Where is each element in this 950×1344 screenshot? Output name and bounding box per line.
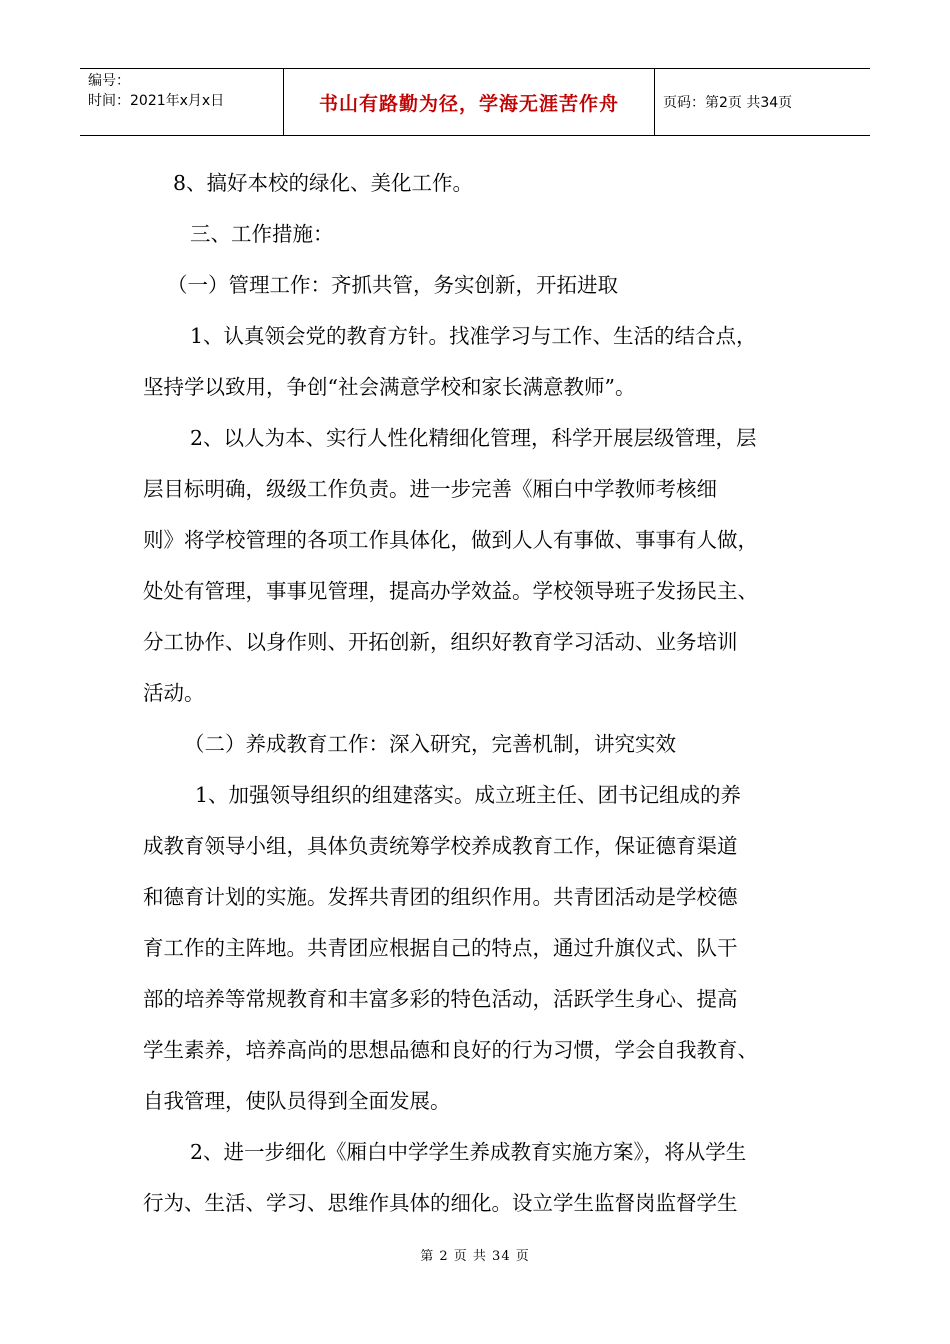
text-line: 层目标明确，级级工作负责。进一步完善《厢白中学教师考核细 — [143, 477, 717, 501]
text-line: 则》将学校管理的各项工作具体化，做到人人有事做、事事有人做， — [143, 528, 758, 552]
text-line: 处处有管理，事事见管理，提高办学效益。学校领导班子发扬民主、 — [143, 579, 758, 603]
text-line: 分工协作、以身作则、开拓创新，组织好教育学习活动、业务培训 — [143, 630, 738, 654]
text-line: 自我管理，使队员得到全面发展。 — [143, 1089, 451, 1113]
text-line: 和德育计划的实施。发挥共青团的组织作用。共青团活动是学校德 — [143, 885, 738, 909]
document-body — [143, 158, 843, 1229]
number-label: 编号： — [88, 73, 130, 89]
text-line: 2、进一步细化《厢白中学学生养成教育实施方案》，将从学生 — [190, 1140, 747, 1164]
text-line: 育工作的主阵地。共青团应根据自己的特点，通过升旗仪式、队干 — [143, 936, 738, 960]
text-line: 行为、生活、学习、思维作具体的细化。设立学生监督岗监督学生 — [143, 1191, 738, 1215]
header-meta — [80, 69, 283, 135]
text-line: 1、认真领会党的教育方针。找准学习与工作、生活的结合点， — [190, 324, 757, 348]
header-motto: 书山有路勤为径，学海无涯苦作舟 — [283, 69, 655, 135]
text-line: 坚持学以致用，争创“社会满意学校和家长满意教师”。 — [143, 375, 636, 399]
text-line: 学生素养，培养高尚的思想品德和良好的行为习惯，学会自我教育、 — [143, 1038, 758, 1062]
section-heading: 三、工作措施： — [190, 222, 334, 246]
text-line: 2、以人为本、实行人性化精细化管理，科学开展层级管理，层 — [190, 426, 757, 450]
text-line: 1、加强领导组织的组建落实。成立班主任、团书记组成的养 — [195, 783, 742, 807]
subsection-heading: （二）养成教育工作：深入研究，完善机制，讲究实效 — [184, 732, 676, 756]
date-label: 时间：2021年x月x日 — [88, 93, 225, 109]
page-header — [80, 68, 870, 136]
page-footer: 第 2 页 共 34 页 — [420, 1249, 530, 1264]
text-line: 活动。 — [143, 681, 205, 705]
subsection-heading: （一）管理工作：齐抓共管，务实创新，开拓进取 — [167, 273, 618, 297]
text-line: 8、搞好本校的绿化、美化工作。 — [173, 171, 474, 195]
text-line: 成教育领导小组，具体负责统筹学校养成教育工作，保证德育渠道 — [143, 834, 738, 858]
header-page-info: 页码：第2页 共34页 — [663, 95, 793, 111]
text-line: 部的培养等常规教育和丰富多彩的特色活动，活跃学生身心、提高 — [143, 987, 738, 1011]
